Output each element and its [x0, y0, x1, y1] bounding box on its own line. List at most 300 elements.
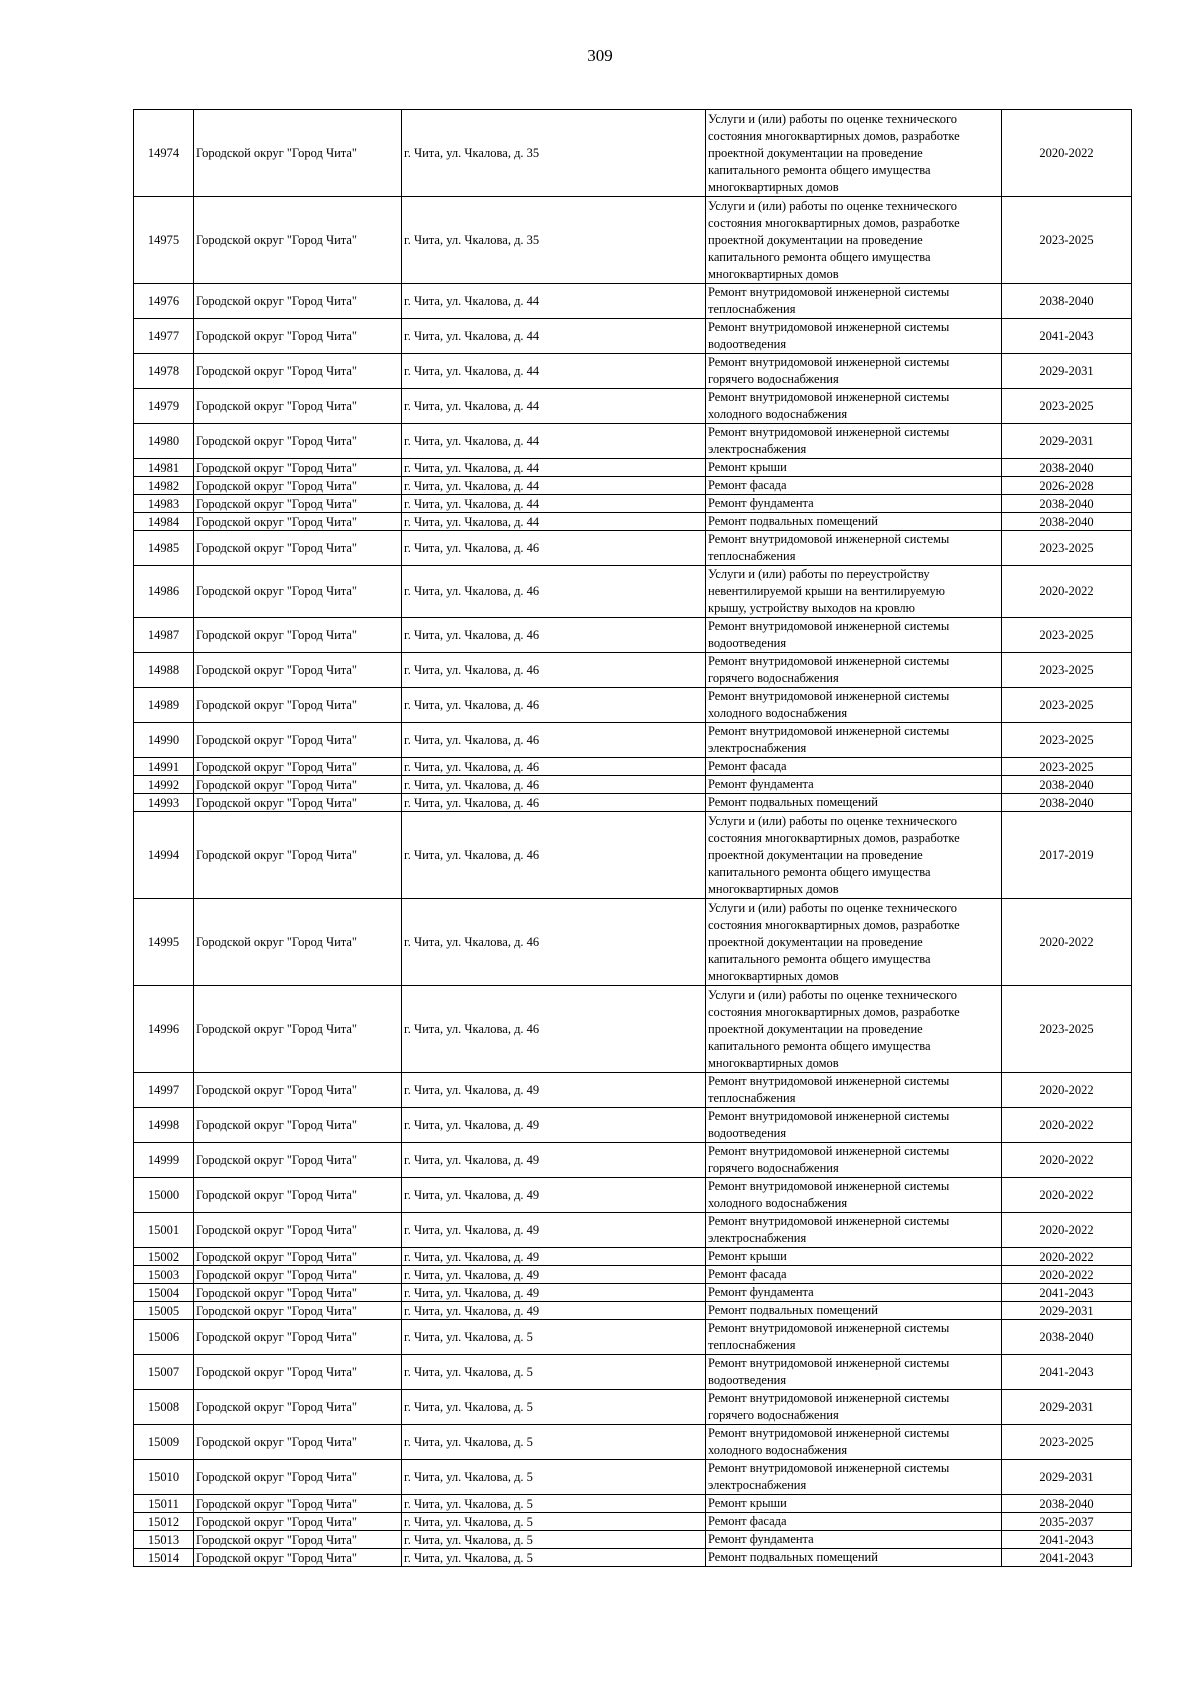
- work-type-line: многоквартирных домов: [708, 266, 839, 281]
- period-cell: 2029-2031: [1002, 1460, 1132, 1495]
- municipality-cell: Городской округ "Город Чита": [194, 618, 402, 653]
- work-type-line: Услуги и (или) работы по оценке технического: [708, 813, 958, 828]
- table-row: [134, 1302, 1132, 1320]
- address-cell: г. Чита, ул. Чкалова, д. 46: [402, 531, 706, 566]
- table-row: [134, 1513, 1132, 1531]
- table-row: [134, 354, 1132, 389]
- work-type-line: состояния многоквартирных домов, разработке: [708, 215, 960, 230]
- municipality-cell: Городской округ "Город Чита": [194, 495, 402, 513]
- row-number-cell: 15000: [134, 1178, 194, 1213]
- work-type-line: Ремонт внутридомовой инженерной системы: [708, 355, 950, 369]
- work-type-line: проектной документации на проведение: [708, 232, 923, 247]
- table-row: [134, 477, 1132, 495]
- work-type-cell: [706, 794, 1002, 812]
- work-type-cell: [706, 899, 1002, 986]
- municipality-cell: Городской округ "Город Чита": [194, 1460, 402, 1495]
- work-type-cell: [706, 688, 1002, 723]
- table-row: [134, 1425, 1132, 1460]
- work-type-line: Ремонт внутридомовой инженерной системы: [708, 1391, 950, 1405]
- municipality-cell: Городской округ "Город Чита": [194, 1284, 402, 1302]
- address-cell: г. Чита, ул. Чкалова, д. 46: [402, 618, 706, 653]
- address-cell: г. Чита, ул. Чкалова, д. 5: [402, 1320, 706, 1355]
- work-type-line: водоотведения: [708, 1373, 787, 1387]
- table-row: [134, 812, 1132, 899]
- row-number-cell: 14985: [134, 531, 194, 566]
- work-type-cell: [706, 723, 1002, 758]
- work-type-line: электроснабжения: [708, 442, 807, 456]
- work-type-line: Ремонт крыши: [708, 460, 787, 474]
- address-cell: г. Чита, ул. Чкалова, д. 49: [402, 1266, 706, 1284]
- period-cell: 2038-2040: [1002, 513, 1132, 531]
- work-type-cell: [706, 1302, 1002, 1320]
- work-type-line: горячего водоснабжения: [708, 671, 839, 685]
- municipality-cell: Городской округ "Город Чита": [194, 723, 402, 758]
- work-type-line: водоотведения: [708, 1126, 787, 1140]
- table-row: [134, 459, 1132, 477]
- work-type-line: Ремонт внутридомовой инженерной системы: [708, 689, 950, 703]
- work-type-cell: [706, 284, 1002, 319]
- work-type-cell: [706, 812, 1002, 899]
- work-type-cell: [706, 1390, 1002, 1425]
- table-row: [134, 1284, 1132, 1302]
- work-type-cell: [706, 319, 1002, 354]
- work-type-line: Ремонт фундамента: [708, 1285, 814, 1299]
- period-cell: 2026-2028: [1002, 477, 1132, 495]
- municipality-cell: Городской округ "Город Чита": [194, 986, 402, 1073]
- work-type-cell: [706, 758, 1002, 776]
- row-number-cell: 14979: [134, 389, 194, 424]
- work-type-cell: [706, 1531, 1002, 1549]
- municipality-cell: Городской округ "Город Чита": [194, 459, 402, 477]
- row-number-cell: 15014: [134, 1549, 194, 1567]
- work-type-cell: [706, 1425, 1002, 1460]
- address-cell: г. Чита, ул. Чкалова, д. 35: [402, 110, 706, 197]
- table-row: [134, 1108, 1132, 1143]
- address-cell: г. Чита, ул. Чкалова, д. 5: [402, 1531, 706, 1549]
- row-number-cell: 14998: [134, 1108, 194, 1143]
- table-row: [134, 618, 1132, 653]
- table-row: [134, 513, 1132, 531]
- municipality-cell: Городской округ "Город Чита": [194, 1248, 402, 1266]
- work-type-cell: [706, 1320, 1002, 1355]
- address-cell: г. Чита, ул. Чкалова, д. 5: [402, 1495, 706, 1513]
- work-type-line: Ремонт фасада: [708, 1514, 787, 1528]
- work-type-cell: [706, 1266, 1002, 1284]
- work-type-line: многоквартирных домов: [708, 881, 839, 896]
- work-type-line: горячего водоснабжения: [708, 1161, 839, 1175]
- period-cell: 2020-2022: [1002, 899, 1132, 986]
- row-number-cell: 14996: [134, 986, 194, 1073]
- period-cell: 2041-2043: [1002, 1284, 1132, 1302]
- period-cell: 2029-2031: [1002, 1302, 1132, 1320]
- period-cell: 2035-2037: [1002, 1513, 1132, 1531]
- row-number-cell: 14980: [134, 424, 194, 459]
- work-type-line: Услуги и (или) работы по оценке технического: [708, 198, 958, 213]
- municipality-cell: Городской округ "Город Чита": [194, 477, 402, 495]
- municipality-cell: Городской округ "Город Чита": [194, 1143, 402, 1178]
- table-row: [134, 424, 1132, 459]
- table-row: [134, 1495, 1132, 1513]
- work-type-line: Ремонт фасада: [708, 1267, 787, 1281]
- work-type-line: Ремонт внутридомовой инженерной системы: [708, 1109, 950, 1123]
- address-cell: г. Чита, ул. Чкалова, д. 44: [402, 495, 706, 513]
- address-cell: г. Чита, ул. Чкалова, д. 5: [402, 1549, 706, 1567]
- work-type-line: состояния многоквартирных домов, разработке: [708, 128, 960, 143]
- address-cell: г. Чита, ул. Чкалова, д. 46: [402, 794, 706, 812]
- address-cell: г. Чита, ул. Чкалова, д. 46: [402, 688, 706, 723]
- work-type-cell: [706, 1143, 1002, 1178]
- municipality-cell: Городской округ "Город Чита": [194, 513, 402, 531]
- row-number-cell: 14978: [134, 354, 194, 389]
- work-type-line: Ремонт внутридомовой инженерной системы: [708, 724, 950, 738]
- table-row: [134, 1143, 1132, 1178]
- table-row: [134, 1320, 1132, 1355]
- work-type-cell: [706, 566, 1002, 618]
- table-row: [134, 531, 1132, 566]
- work-type-line: теплоснабжения: [708, 549, 796, 563]
- work-type-cell: [706, 110, 1002, 197]
- work-type-cell: [706, 618, 1002, 653]
- work-type-cell: [706, 1178, 1002, 1213]
- period-cell: 2020-2022: [1002, 1178, 1132, 1213]
- work-type-line: капитального ремонта общего имущества: [708, 1038, 931, 1053]
- work-type-line: холодного водоснабжения: [708, 1196, 848, 1210]
- municipality-cell: Городской округ "Город Чита": [194, 1073, 402, 1108]
- municipality-cell: Городской округ "Город Чита": [194, 284, 402, 319]
- work-type-line: Ремонт фундамента: [708, 496, 814, 510]
- work-type-line: Ремонт внутридомовой инженерной системы: [708, 285, 950, 299]
- table-row: [134, 1178, 1132, 1213]
- municipality-cell: Городской округ "Город Чита": [194, 566, 402, 618]
- table-row: [134, 1266, 1132, 1284]
- work-type-line: Ремонт внутридомовой инженерной системы: [708, 1461, 950, 1475]
- address-cell: г. Чита, ул. Чкалова, д. 5: [402, 1513, 706, 1531]
- work-type-line: крышу, устройству выходов на кровлю: [708, 601, 915, 615]
- period-cell: 2023-2025: [1002, 389, 1132, 424]
- table-row: [134, 1390, 1132, 1425]
- table-row: [134, 899, 1132, 986]
- work-type-line: капитального ремонта общего имущества: [708, 864, 931, 879]
- table-row: [134, 1073, 1132, 1108]
- row-number-cell: 14975: [134, 197, 194, 284]
- municipality-cell: Городской округ "Город Чита": [194, 424, 402, 459]
- work-type-cell: [706, 1549, 1002, 1567]
- row-number-cell: 14977: [134, 319, 194, 354]
- period-cell: 2038-2040: [1002, 459, 1132, 477]
- municipality-cell: Городской округ "Город Чита": [194, 1108, 402, 1143]
- municipality-cell: Городской округ "Город Чита": [194, 354, 402, 389]
- municipality-cell: Городской округ "Город Чита": [194, 1355, 402, 1390]
- table-row: [134, 1549, 1132, 1567]
- row-number-cell: 15011: [134, 1495, 194, 1513]
- address-cell: г. Чита, ул. Чкалова, д. 5: [402, 1460, 706, 1495]
- address-cell: г. Чита, ул. Чкалова, д. 5: [402, 1425, 706, 1460]
- work-type-cell: [706, 1108, 1002, 1143]
- work-type-line: Ремонт подвальных помещений: [708, 514, 878, 528]
- work-type-cell: [706, 459, 1002, 477]
- work-type-cell: [706, 197, 1002, 284]
- work-type-line: Ремонт внутридомовой инженерной системы: [708, 1356, 950, 1370]
- municipality-cell: Городской округ "Город Чита": [194, 319, 402, 354]
- address-cell: г. Чита, ул. Чкалова, д. 46: [402, 758, 706, 776]
- row-number-cell: 15001: [134, 1213, 194, 1248]
- row-number-cell: 14991: [134, 758, 194, 776]
- table-row: [134, 986, 1132, 1073]
- municipality-cell: Городской округ "Город Чита": [194, 1178, 402, 1213]
- address-cell: г. Чита, ул. Чкалова, д. 44: [402, 459, 706, 477]
- municipality-cell: Городской округ "Город Чита": [194, 1390, 402, 1425]
- row-number-cell: 15006: [134, 1320, 194, 1355]
- municipality-cell: Городской округ "Город Чита": [194, 197, 402, 284]
- period-cell: 2038-2040: [1002, 495, 1132, 513]
- municipality-cell: Городской округ "Город Чита": [194, 688, 402, 723]
- municipality-cell: Городской округ "Город Чита": [194, 758, 402, 776]
- period-cell: 2038-2040: [1002, 284, 1132, 319]
- period-cell: 2020-2022: [1002, 566, 1132, 618]
- work-type-line: горячего водоснабжения: [708, 1408, 839, 1422]
- municipality-cell: Городской округ "Город Чита": [194, 794, 402, 812]
- work-type-line: Ремонт фасада: [708, 478, 787, 492]
- municipality-cell: Городской округ "Город Чита": [194, 1495, 402, 1513]
- address-cell: г. Чита, ул. Чкалова, д. 46: [402, 986, 706, 1073]
- row-number-cell: 14986: [134, 566, 194, 618]
- table-row: [134, 319, 1132, 354]
- row-number-cell: 14976: [134, 284, 194, 319]
- work-type-line: невентилируемой крыши на вентилируемую: [708, 584, 945, 598]
- period-cell: 2038-2040: [1002, 1495, 1132, 1513]
- address-cell: г. Чита, ул. Чкалова, д. 46: [402, 812, 706, 899]
- work-type-cell: [706, 1073, 1002, 1108]
- capital-repair-table: [133, 109, 1132, 1567]
- work-type-line: Ремонт фундамента: [708, 777, 814, 791]
- table-row: [134, 776, 1132, 794]
- table-row: [134, 495, 1132, 513]
- work-type-line: Ремонт фундамента: [708, 1532, 814, 1546]
- period-cell: 2038-2040: [1002, 776, 1132, 794]
- period-cell: 2017-2019: [1002, 812, 1132, 899]
- work-type-line: многоквартирных домов: [708, 1055, 839, 1070]
- table-row: [134, 197, 1132, 284]
- row-number-cell: 15003: [134, 1266, 194, 1284]
- period-cell: 2041-2043: [1002, 1355, 1132, 1390]
- address-cell: г. Чита, ул. Чкалова, д. 44: [402, 319, 706, 354]
- row-number-cell: 14992: [134, 776, 194, 794]
- work-type-line: проектной документации на проведение: [708, 847, 923, 862]
- row-number-cell: 14999: [134, 1143, 194, 1178]
- address-cell: г. Чита, ул. Чкалова, д. 49: [402, 1108, 706, 1143]
- work-type-line: Ремонт внутридомовой инженерной системы: [708, 1321, 950, 1335]
- work-type-line: Услуги и (или) работы по переустройству: [708, 567, 930, 581]
- work-type-line: Ремонт внутридомовой инженерной системы: [708, 654, 950, 668]
- work-type-line: Ремонт внутридомовой инженерной системы: [708, 532, 950, 546]
- table-row: [134, 1531, 1132, 1549]
- address-cell: г. Чита, ул. Чкалова, д. 44: [402, 513, 706, 531]
- row-number-cell: 14997: [134, 1073, 194, 1108]
- work-type-line: Ремонт подвальных помещений: [708, 1550, 878, 1564]
- period-cell: 2038-2040: [1002, 794, 1132, 812]
- address-cell: г. Чита, ул. Чкалова, д. 49: [402, 1073, 706, 1108]
- address-cell: г. Чита, ул. Чкалова, д. 46: [402, 566, 706, 618]
- row-number-cell: 14988: [134, 653, 194, 688]
- municipality-cell: Городской округ "Город Чита": [194, 812, 402, 899]
- work-type-line: холодного водоснабжения: [708, 407, 848, 421]
- row-number-cell: 15013: [134, 1531, 194, 1549]
- page-number: 309: [587, 46, 613, 65]
- table-body: [134, 110, 1132, 1567]
- address-cell: г. Чита, ул. Чкалова, д. 44: [402, 477, 706, 495]
- row-number-cell: 15009: [134, 1425, 194, 1460]
- work-type-line: состояния многоквартирных домов, разработке: [708, 917, 960, 932]
- row-number-cell: 15010: [134, 1460, 194, 1495]
- work-type-cell: [706, 477, 1002, 495]
- work-type-cell: [706, 1495, 1002, 1513]
- municipality-cell: Городской округ "Город Чита": [194, 110, 402, 197]
- table-row: [134, 758, 1132, 776]
- address-cell: г. Чита, ул. Чкалова, д. 44: [402, 284, 706, 319]
- address-cell: г. Чита, ул. Чкалова, д. 49: [402, 1284, 706, 1302]
- row-number-cell: 14993: [134, 794, 194, 812]
- period-cell: 2029-2031: [1002, 1390, 1132, 1425]
- work-type-cell: [706, 776, 1002, 794]
- work-type-line: Ремонт внутридомовой инженерной системы: [708, 1179, 950, 1193]
- work-type-line: Ремонт фасада: [708, 759, 787, 773]
- address-cell: г. Чита, ул. Чкалова, д. 46: [402, 653, 706, 688]
- work-type-line: Ремонт крыши: [708, 1249, 787, 1263]
- work-type-cell: [706, 1460, 1002, 1495]
- row-number-cell: 15008: [134, 1390, 194, 1425]
- period-cell: 2029-2031: [1002, 424, 1132, 459]
- municipality-cell: Городской округ "Город Чита": [194, 1320, 402, 1355]
- table-row: [134, 794, 1132, 812]
- period-cell: 2023-2025: [1002, 197, 1132, 284]
- municipality-cell: Городской округ "Город Чита": [194, 1266, 402, 1284]
- period-cell: 2023-2025: [1002, 758, 1132, 776]
- municipality-cell: Городской округ "Город Чита": [194, 1531, 402, 1549]
- period-cell: 2041-2043: [1002, 1549, 1132, 1567]
- work-type-cell: [706, 1355, 1002, 1390]
- period-cell: 2020-2022: [1002, 1073, 1132, 1108]
- address-cell: г. Чита, ул. Чкалова, д. 49: [402, 1248, 706, 1266]
- work-type-line: Ремонт внутридомовой инженерной системы: [708, 1144, 950, 1158]
- work-type-line: холодного водоснабжения: [708, 706, 848, 720]
- period-cell: 2020-2022: [1002, 1108, 1132, 1143]
- work-type-line: Ремонт внутридомовой инженерной системы: [708, 320, 950, 334]
- address-cell: г. Чита, ул. Чкалова, д. 49: [402, 1213, 706, 1248]
- row-number-cell: 15007: [134, 1355, 194, 1390]
- work-type-line: Ремонт внутридомовой инженерной системы: [708, 425, 950, 439]
- period-cell: 2023-2025: [1002, 723, 1132, 758]
- work-type-line: теплоснабжения: [708, 1091, 796, 1105]
- work-type-cell: [706, 1213, 1002, 1248]
- work-type-line: водоотведения: [708, 636, 787, 650]
- work-type-line: теплоснабжения: [708, 1338, 796, 1352]
- work-type-line: многоквартирных домов: [708, 968, 839, 983]
- address-cell: г. Чита, ул. Чкалова, д. 44: [402, 354, 706, 389]
- period-cell: 2020-2022: [1002, 1248, 1132, 1266]
- row-number-cell: 14974: [134, 110, 194, 197]
- table-row: [134, 1460, 1132, 1495]
- municipality-cell: Городской округ "Город Чита": [194, 899, 402, 986]
- address-cell: г. Чита, ул. Чкалова, д. 46: [402, 899, 706, 986]
- work-type-line: многоквартирных домов: [708, 179, 839, 194]
- work-type-line: капитального ремонта общего имущества: [708, 162, 931, 177]
- work-type-cell: [706, 389, 1002, 424]
- period-cell: 2023-2025: [1002, 653, 1132, 688]
- row-number-cell: 14990: [134, 723, 194, 758]
- work-type-cell: [706, 531, 1002, 566]
- row-number-cell: 14982: [134, 477, 194, 495]
- address-cell: г. Чита, ул. Чкалова, д. 49: [402, 1302, 706, 1320]
- work-type-cell: [706, 1284, 1002, 1302]
- table-row: [134, 723, 1132, 758]
- work-type-line: холодного водоснабжения: [708, 1443, 848, 1457]
- address-cell: г. Чита, ул. Чкалова, д. 5: [402, 1355, 706, 1390]
- work-type-line: Ремонт внутридомовой инженерной системы: [708, 1214, 950, 1228]
- work-type-cell: [706, 986, 1002, 1073]
- row-number-cell: 14981: [134, 459, 194, 477]
- period-cell: 2023-2025: [1002, 688, 1132, 723]
- table-row: [134, 110, 1132, 197]
- address-cell: г. Чита, ул. Чкалова, д. 44: [402, 424, 706, 459]
- period-cell: 2023-2025: [1002, 1425, 1132, 1460]
- period-cell: 2041-2043: [1002, 319, 1132, 354]
- work-type-line: проектной документации на проведение: [708, 145, 923, 160]
- work-type-line: проектной документации на проведение: [708, 1021, 923, 1036]
- address-cell: г. Чита, ул. Чкалова, д. 44: [402, 389, 706, 424]
- work-type-line: электроснабжения: [708, 741, 807, 755]
- table-row: [134, 688, 1132, 723]
- work-type-line: Ремонт крыши: [708, 1496, 787, 1510]
- work-type-cell: [706, 1513, 1002, 1531]
- period-cell: 2023-2025: [1002, 986, 1132, 1073]
- work-type-line: состояния многоквартирных домов, разработке: [708, 1004, 960, 1019]
- work-type-line: Услуги и (или) работы по оценке технического: [708, 111, 958, 126]
- row-number-cell: 14983: [134, 495, 194, 513]
- period-cell: 2020-2022: [1002, 1143, 1132, 1178]
- work-type-line: проектной документации на проведение: [708, 934, 923, 949]
- period-cell: 2041-2043: [1002, 1531, 1132, 1549]
- period-cell: 2038-2040: [1002, 1320, 1132, 1355]
- work-type-line: Ремонт подвальных помещений: [708, 795, 878, 809]
- period-cell: 2020-2022: [1002, 1213, 1132, 1248]
- work-type-cell: [706, 653, 1002, 688]
- table-row: [134, 566, 1132, 618]
- address-cell: г. Чита, ул. Чкалова, д. 35: [402, 197, 706, 284]
- work-type-line: Ремонт внутридомовой инженерной системы: [708, 1074, 950, 1088]
- row-number-cell: 14994: [134, 812, 194, 899]
- row-number-cell: 15005: [134, 1302, 194, 1320]
- table-row: [134, 1248, 1132, 1266]
- work-type-cell: [706, 354, 1002, 389]
- work-type-line: капитального ремонта общего имущества: [708, 249, 931, 264]
- municipality-cell: Городской округ "Город Чита": [194, 1549, 402, 1567]
- period-cell: 2020-2022: [1002, 1266, 1132, 1284]
- work-type-line: электроснабжения: [708, 1478, 807, 1492]
- address-cell: г. Чита, ул. Чкалова, д. 49: [402, 1143, 706, 1178]
- row-number-cell: 14987: [134, 618, 194, 653]
- period-cell: 2020-2022: [1002, 110, 1132, 197]
- row-number-cell: 14984: [134, 513, 194, 531]
- municipality-cell: Городской округ "Город Чита": [194, 1213, 402, 1248]
- work-type-line: горячего водоснабжения: [708, 372, 839, 386]
- work-type-cell: [706, 513, 1002, 531]
- municipality-cell: Городской округ "Город Чита": [194, 389, 402, 424]
- work-type-line: Ремонт внутридомовой инженерной системы: [708, 390, 950, 404]
- table-row: [134, 284, 1132, 319]
- work-type-line: теплоснабжения: [708, 302, 796, 316]
- address-cell: г. Чита, ул. Чкалова, д. 5: [402, 1390, 706, 1425]
- address-cell: г. Чита, ул. Чкалова, д. 46: [402, 776, 706, 794]
